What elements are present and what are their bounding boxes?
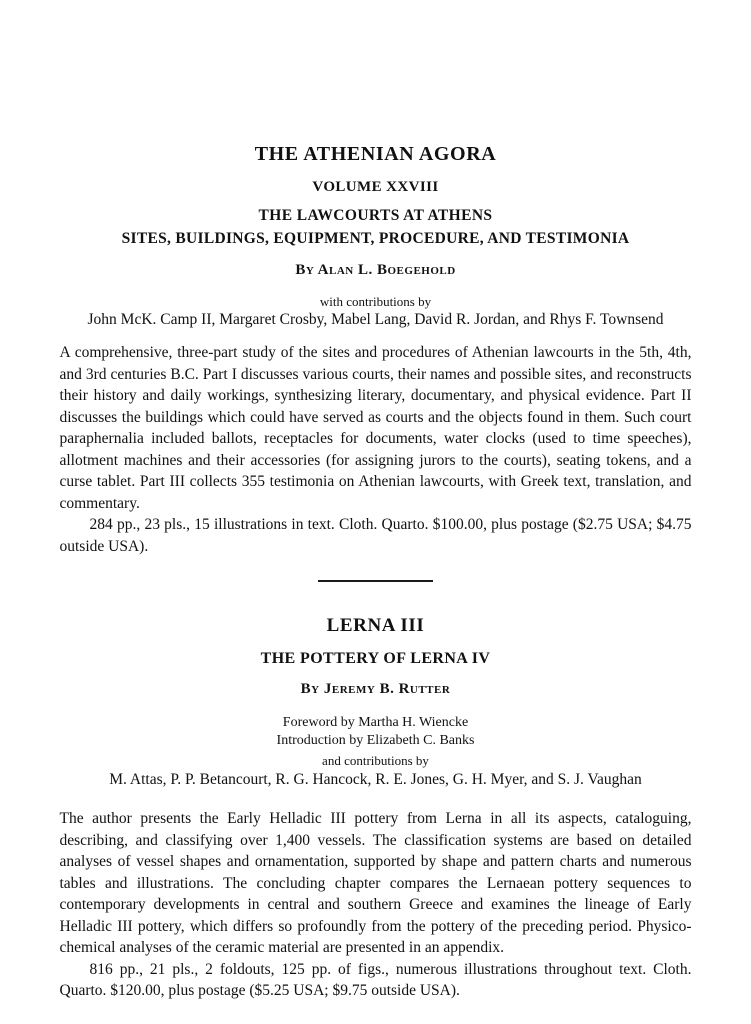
- book-title: THE POTTERY OF LERNA IV: [260, 650, 491, 667]
- book-title: THE LAWCOURTS AT ATHENS: [258, 207, 493, 224]
- description-block: [60, 808, 692, 1002]
- volume-number: VOLUME XXVIII: [312, 179, 439, 195]
- page-content: [60, 0, 692, 1002]
- book-details-price: 284 pp., 23 pls., 15 illustrations in text. Cloth. Quarto. $100.00, plus postage ($2.75 USA; $4.75 outside USA).: [59, 516, 692, 555]
- contributors-intro: with contributions by: [319, 294, 432, 309]
- contributors-intro: and contributions by: [322, 753, 429, 768]
- section-divider-rule: [318, 580, 433, 582]
- series-title: THE ATHENIAN AGORA: [254, 143, 497, 165]
- book-section-lerna: [60, 615, 692, 1002]
- book-section-athenian-agora: [60, 143, 692, 557]
- book-description: A comprehensive, three-part study of the sites and procedures of Athenian lawcourts in the 5th, 4th, and 3rd centuries B.C. Part I discusses various courts, their names and possible sites, and reconstructs their history and daily workings, synthesizing literary, documentary, and physical evidence. Part II discusses the buildings which could have served as courts and the objects found in them. Such court paraphernalia included ballots, receptacles for documents, water clocks (used to time speeches), allotment machines and their accessories (for assigning jurors to the courts), seating tokens, and a curse tablet. Part III collects 355 testimonia on Athenian lawcourts, with Greek text, translation, and commentary.: [59, 344, 692, 512]
- book-subtitle: SITES, BUILDINGS, EQUIPMENT, PROCEDURE, AND TESTIMONIA: [121, 230, 630, 247]
- contributors-names: John McK. Camp II, Margaret Crosby, Mabel Lang, David R. Jordan, and Rhys F. Townsend: [87, 311, 664, 328]
- author-byline: By Alan L. Boegehold: [295, 262, 456, 278]
- foreword-credit: Foreword by Martha H. Wiencke: [282, 715, 469, 730]
- contributors-names: M. Attas, P. P. Betancourt, R. G. Hancock, R. E. Jones, G. H. Myer, and S. J. Vaughan: [109, 771, 642, 788]
- introduction-credit: Introduction by Elizabeth C. Banks: [276, 732, 475, 748]
- book-details-price: 816 pp., 21 pls., 2 foldouts, 125 pp. of figs., numerous illustrations throughout text. Cloth. Quarto. $120.00, plus postage ($5.25 USA; $9.75 outside USA).: [59, 960, 692, 999]
- author-byline: By Jeremy B. Rutter: [300, 681, 451, 697]
- series-title: LERNA III: [326, 615, 425, 636]
- book-description: The author presents the Early Helladic III pottery from Lerna in all its aspects, cataloguing, describing, and classifying over 1,400 vessels. The classification systems are based on detailed analyses of vessel shapes and ornamentation, supported by shape and pattern charts and numerous tables and illustrations. The concluding chapter compares the Lernaean pottery sequences to contemporary developments in central and southern Greece and examines the lineage of Early Helladic III pottery, which differs so profoundly from the pottery of the preceding period. Physico-chemical analyses of the ceramic material are presented in an appendix.: [59, 810, 692, 956]
- credits-block: [60, 714, 692, 749]
